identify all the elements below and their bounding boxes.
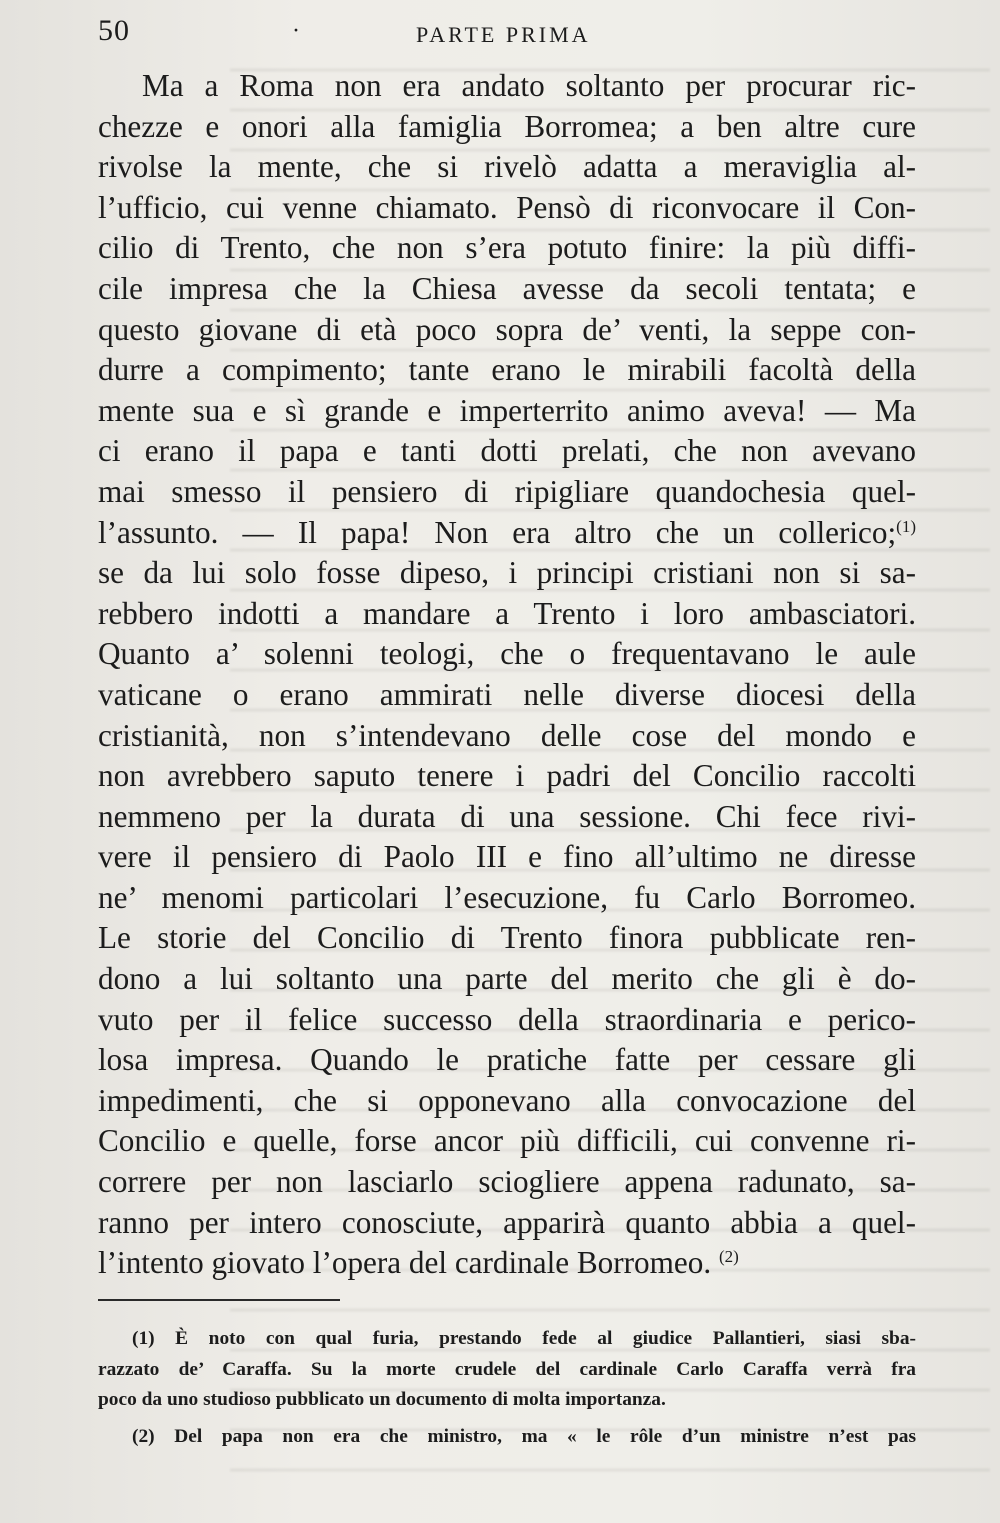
footnotes bbox=[98, 1324, 916, 1452]
footnote-ref-1: (1) bbox=[896, 516, 916, 536]
text-line: cile impresa che la Chiesa avesse da secoli tentata; e bbox=[98, 270, 916, 306]
text-line: nemmeno per la durata di una sessione. Chi fece rivi- bbox=[98, 798, 916, 834]
text-line: mente sua e sì grande e imperterrito animo aveva! — Ma bbox=[98, 392, 916, 428]
footnote-1 bbox=[98, 1324, 916, 1416]
text-line: questo giovane di età poco sopra de’ venti, la seppe con- bbox=[98, 311, 916, 347]
text-line: se da lui solo fosse dipeso, i principi cristiani non si sa- bbox=[98, 555, 916, 591]
text-line-with-ref bbox=[98, 513, 916, 554]
page-number: 50 bbox=[98, 14, 130, 47]
footnote-line: razzato de’ Caraffa. Su la morte crudele del cardinale Carlo Caraffa verrà fra bbox=[98, 1358, 916, 1380]
text-line: Quanto a’ solenni teologi, che o frequentavano le aule bbox=[98, 636, 916, 672]
text-line: rebbero indotti a mandare a Trento i loro ambasciatori. bbox=[98, 595, 916, 631]
footnote-ref-2: (2) bbox=[718, 1247, 739, 1267]
footnote-line: (2) Del papa non era che ministro, ma « le rôle d’un ministre n’est pas bbox=[132, 1425, 916, 1447]
text-line: durre a compimento; tante erano le mirabili facoltà della bbox=[98, 352, 916, 388]
running-title: PARTE PRIMA bbox=[416, 22, 591, 47]
footnote-divider bbox=[98, 1299, 340, 1301]
text-segment: l’assunto. — Il papa! Non era altro che un collerico; bbox=[98, 514, 897, 550]
text-line: vere il pensiero di Paolo III e fino all’ultimo ne diresse bbox=[98, 839, 916, 875]
text-line: dono a lui soltanto una parte del merito che gli è do- bbox=[98, 961, 916, 997]
text-line: cristianità, non s’intendevano delle cose del mondo e bbox=[98, 717, 916, 753]
text-line: losa impresa. Quando le pratiche fatte per cessare gli bbox=[98, 1042, 916, 1078]
text-line: ci erano il papa e tanti dotti prelati, che non avevano bbox=[98, 433, 916, 469]
footnote-line: poco da uno studioso pubblicato un documento di molta importanza. bbox=[98, 1389, 666, 1410]
footnote-line: (1) È noto con qual furia, prestando fede al giudice Pallantieri, siasi sba- bbox=[132, 1328, 916, 1349]
footnote-2 bbox=[98, 1422, 916, 1453]
text-line: vaticane o erano ammirati nelle diverse diocesi della bbox=[98, 676, 916, 712]
text-line: Ma a Roma non era andato soltanto per procurar ric- bbox=[142, 68, 916, 103]
text-line: Le storie del Concilio di Trento finora pubblicate ren- bbox=[98, 920, 916, 956]
page-header bbox=[98, 14, 916, 54]
text-line: rivolse la mente, che si rivelò adatta a meraviglia al- bbox=[98, 149, 916, 185]
text-line: correre per non lasciarlo sciogliere appena radunato, sa- bbox=[98, 1164, 916, 1200]
text-line: ne’ menomi particolari l’esecuzione, fu Carlo Borromeo. bbox=[98, 879, 916, 915]
text-line: non avrebbero saputo tenere i padri del Concilio raccolti bbox=[98, 758, 916, 794]
body-text bbox=[98, 66, 916, 1284]
text-line: mai smesso il pensiero di ripigliare quandochesia quel- bbox=[98, 473, 916, 509]
text-line: l’ufficio, cui venne chiamato. Pensò di riconvocare il Con- bbox=[98, 189, 916, 225]
text-line: ranno per intero conosciute, apparirà quanto abbia a quel- bbox=[98, 1204, 916, 1240]
text-line: vuto per il felice successo della straordinaria e perico- bbox=[98, 1001, 916, 1037]
header-dot: · bbox=[292, 18, 300, 44]
text-line-with-ref bbox=[98, 1243, 916, 1284]
text-line: impedimenti, che si opponevano alla convocazione del bbox=[98, 1082, 916, 1118]
text-line: cilio di Trento, che non s’era potuto finire: la più diffi- bbox=[98, 230, 916, 266]
text-line: Concilio e quelle, forse ancor più difficili, cui convenne ri- bbox=[98, 1123, 916, 1159]
text-line: chezze e onori alla famiglia Borromea; a ben altre cure bbox=[98, 108, 916, 144]
text-segment: l’intento giovato l’opera del cardinale Borromeo. bbox=[98, 1245, 712, 1281]
